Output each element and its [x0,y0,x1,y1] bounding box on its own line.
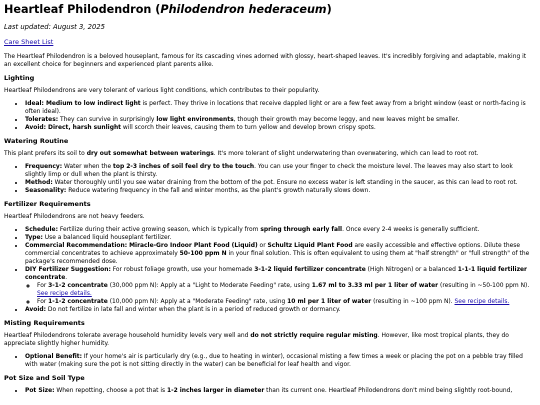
lighting-list [4,100,532,132]
diy-sublist [25,282,532,306]
misting-intro: Heartleaf Philodendrons tolerate average household humidity levels very well and do not strictly require regular misting. However, like most tropical plants, they do appreciate slightly higher humidity. [4,332,509,347]
lighting-intro: Heartleaf Philodendrons are very tolerant of various light conditions, which contributes to their popularity. [4,87,320,94]
watering-heading: Watering Routine [4,137,69,145]
list-item: ◦ For 1-1-2 concentrate (10,000 ppm N): Apply at a "Moderate Feeding" rate, using 10 ml per 1 liter of water (resulting in ~100 ppm N). See recipe details. [37,298,532,306]
list-item: • Frequency: Water when the top 2-3 inches of soil feel dry to the touch. You can use your finger to check the moisture level. The leaves may also start to look slightly limp or dull when the plant is thirsty. [25,163,532,179]
recipe-details-link[interactable]: See recipe details. [37,290,92,297]
watering-intro: This plant prefers its soil to dry out somewhat between waterings. It's more tolerant of slight underwatering than overwatering, which can lead to root rot. [4,150,479,157]
list-item: • Type: Use a balanced liquid houseplant fertilizer. [25,234,532,242]
list-item: • Avoid: Direct, harsh sunlight will scorch their leaves, causing them to turn yellow and develop brown crispy spots. [25,124,532,132]
list-item: • Method: Water thoroughly until you see water draining from the bottom of the pot. Ensure no excess water is left standing in the saucer, as this can lead to root rot. [25,179,532,187]
misting-heading: Misting Requirements [4,319,85,327]
care-sheet-list-link[interactable]: Care Sheet List [4,38,54,46]
recipe-details-link[interactable]: See recipe details. [454,298,510,305]
fertilizer-list [4,226,532,314]
misting-list [4,353,532,369]
watering-list [4,163,532,195]
list-item: • Seasonality: Reduce watering frequency in the fall and winter months, as the plant's growth naturally slows down. [25,187,532,195]
list-item: • Schedule: Fertilize during their active growing season, which is typically from spring through early fall. Once every 2-4 weeks is generally sufficient. [25,226,532,234]
list-item: • Avoid: Do not fertilize in late fall and winter when the plant is in a period of reduced growth or dormancy. [25,306,532,314]
page-title: Heartleaf Philodendron (Philodendron hederaceum) [4,3,332,16]
lighting-heading: Lighting [4,74,35,82]
fertilizer-heading: Fertilizer Requirements [4,200,91,208]
list-item: • Pot Size: When repotting, choose a pot that is 1-2 inches larger in diameter than its current one. Heartleaf Philodendrons don't mind being slightly root-bound, [25,387,532,395]
list-item: • Tolerates: They can survive in surprisingly low light environments, though their growth may become leggy, and new leaves might be smaller. [25,116,532,124]
intro-paragraph: The Heartleaf Philodendron is a beloved houseplant, famous for its cascading vines adorned with glossy, heart-shaped leaves. It's incredibly forgiving and adaptable, making it an excellent choice for beginners and experienced plant parents alike. [4,53,527,68]
last-updated: Last updated: August 3, 2025 [4,23,105,31]
botanical-name: Philodendron hederaceum [160,3,327,16]
list-item: • Optional Benefit: If your home's air is particularly dry (e.g., due to heating in winter), occasional misting a few times a week or placing the pot on a pebble tray filled with water (making sure the pot is not sitting directly in the water) can be beneficial for leaf health and vigor. [25,353,532,369]
fertilizer-intro: Heartleaf Philodendrons are not heavy feeders. [4,213,145,220]
list-item: • Commercial Recommendation: Miracle-Gro Indoor Plant Food (Liquid) or Schultz Liquid Plant Food are easily accessible and effective options. Dilute these commercial concentrates to achieve approximately 50-100 ppm N in your final solution. This is often equivalent to using them at "half strength" or "full strength" of the package's recommended dose. [25,242,532,266]
list-item: • Ideal: Medium to low indirect light is perfect. They thrive in locations that receive dappled light or are a few feet away from a bright window (east or north-facing is often ideal). [25,100,532,116]
list-item: • DIY Fertilizer Suggestion: For robust foliage growth, use your homemade 3-1-2 liquid fertilizer concentrate (High Nitrogen) or a balanced 1-1-1 liquid fertilizer concentrate. ◦ For 3-1-2 concentrate (30,000 ppm N): Apply at a "Light to Moderate Feeding" rate, using 1.67 ml to 3.33 ml per 1 liter of water (resulting in ~50-100 ppm N). See recipe details. ◦ For 1-1-2 concentrate (10,000 ppm N): Apply at a "Moderate Feeding" rate, using 10 ml per 1 liter of water (resulting in ~100 ppm N). See recipe details. [25,266,532,306]
pot-list [4,387,532,395]
list-item: ◦ For 3-1-2 concentrate (30,000 ppm N): Apply at a "Light to Moderate Feeding" rate, using 1.67 ml to 3.33 ml per 1 liter of water (resulting in ~50-100 ppm N). See recipe details. [37,282,532,298]
pot-heading: Pot Size and Soil Type [4,374,85,382]
